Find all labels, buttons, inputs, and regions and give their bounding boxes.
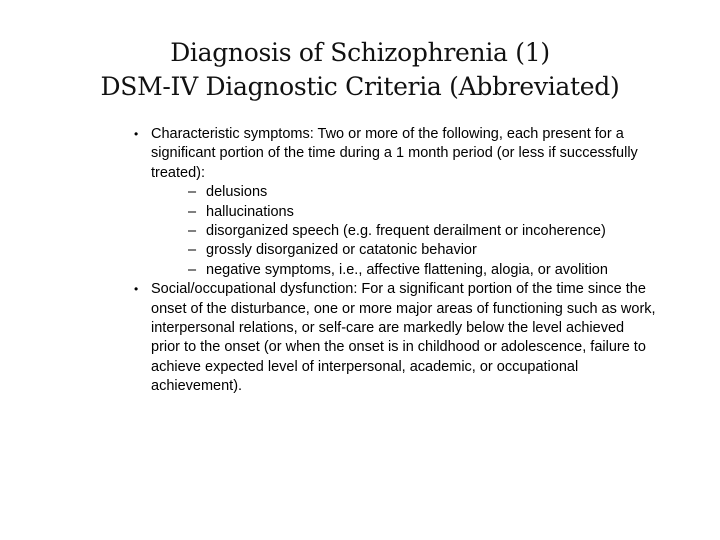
sub-item-negative-symptoms — [188, 261, 657, 280]
sub-item-text: delusions — [206, 184, 268, 201]
bullet-icon: • — [134, 127, 139, 141]
sub-item-text: hallucinations — [206, 203, 294, 220]
sub-item-hallucinations — [188, 203, 657, 222]
bullet-icon: • — [134, 282, 139, 297]
sub-bullet-list — [151, 183, 657, 280]
slide-title — [0, 36, 720, 104]
bullet-text: Characteristic symptoms: Two or more of the following, each present for a significant portion of the time during a 1 month period (or less if successfully treated): — [151, 126, 638, 181]
bullet-text: Social/occupational dysfunction: For a significant portion of the time since the onset of the disturbance, one or more major areas of functioning such as work, interpersonal relations, or self-care are markedly below the level achieved prior to the onset (or when the onset is in childhood or adolescence, failure to achieve expected level of interpersonal, academic, or occupational achievement). — [151, 281, 656, 395]
dash-icon: – — [188, 184, 197, 201]
title-line-2: DSM-IV Diagnostic Criteria (Abbreviated) — [100, 72, 620, 101]
slide-content — [132, 125, 657, 397]
bullet-item-characteristic-symptoms — [132, 125, 657, 280]
sub-item-text: disorganized speech (e.g. frequent derailment or incoherence) — [206, 223, 606, 240]
sub-item-disorganized-speech — [188, 222, 657, 241]
sub-item-text: negative symptoms, i.e., affective flattening, alogia, or avolition — [206, 261, 608, 278]
title-line-1: Diagnosis of Schizophrenia (1) — [170, 38, 550, 67]
bullet-list — [132, 125, 657, 397]
bullet-item-social-occupational-dysfunction — [132, 280, 657, 396]
dash-icon: – — [188, 261, 197, 278]
sub-item-text: grossly disorganized or catatonic behavior — [206, 242, 477, 259]
sub-item-delusions — [188, 183, 657, 202]
dash-icon: – — [188, 203, 197, 220]
sub-item-disorganized-behavior — [188, 241, 657, 260]
dash-icon: – — [188, 242, 197, 259]
dash-icon: – — [188, 223, 197, 240]
